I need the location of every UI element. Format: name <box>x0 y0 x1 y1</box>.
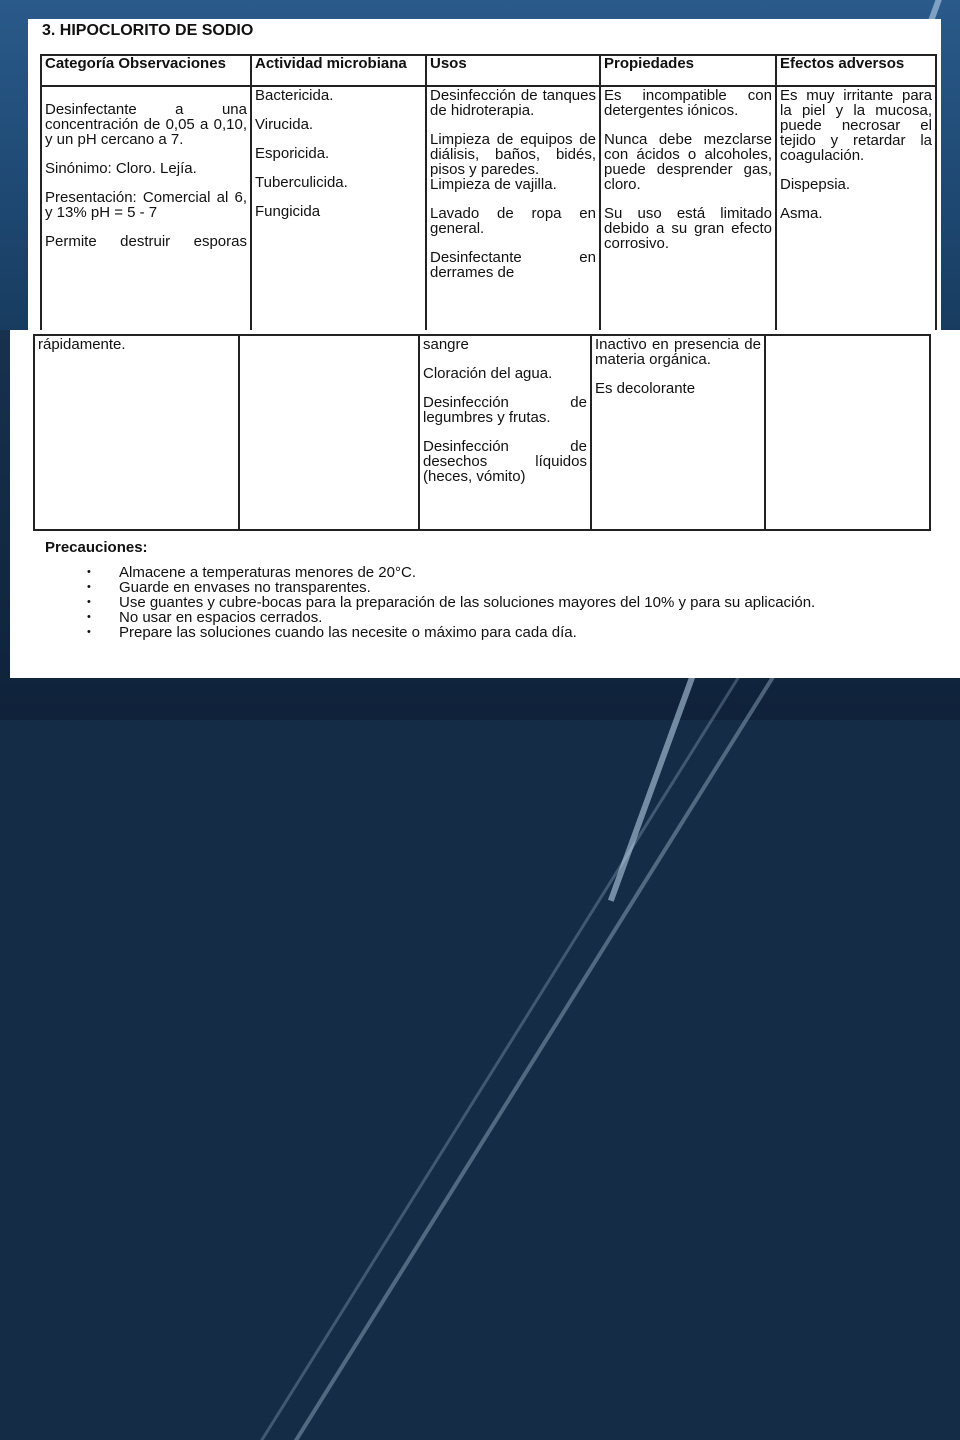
propiedades-item: Su uso está limitado debido a su gran efecto corrosivo. <box>604 205 772 252</box>
categoria-paragraph: Sinónimo: Cloro. Lejía. <box>45 160 197 177</box>
bullet-icon: • <box>87 626 91 638</box>
propiedades-item: Nunca debe mezclarse con ácidos o alcoholes, puede desprender gas, cloro. <box>604 131 772 193</box>
actividad-item: Bactericida. <box>255 87 334 104</box>
usos-item: Desinfección de legumbres y frutas. <box>423 394 587 426</box>
table-header-row <box>41 55 936 86</box>
actividad-item: Virucida. <box>255 116 314 133</box>
precaution-text: Use guantes y cubre-bocas para la preparación de las soluciones mayores del 10% y para su aplicación. <box>119 594 816 611</box>
precautions-list <box>45 565 955 640</box>
list-item <box>85 595 955 610</box>
precaution-text: Almacene a temperaturas menores de 20°C. <box>119 564 416 581</box>
propiedades-item: Es decolorante <box>595 380 696 397</box>
disinfectant-table-top <box>40 54 937 330</box>
document-page-top <box>28 19 941 330</box>
usos-item: Desinfección de desechos líquidos (heces, vómito) <box>423 438 587 485</box>
usos-item: sangre <box>423 336 469 353</box>
bullet-icon: • <box>87 581 91 593</box>
categoria-paragraph: rápidamente. <box>38 336 126 353</box>
usos-item: Cloración del agua. <box>423 365 553 382</box>
categoria-paragraph: Desinfectante a una concentración de 0,05 a 0,10, y un pH cercano a 7. <box>45 101 247 148</box>
usos-item: Desinfección de tanques de hidroterapia. <box>430 87 596 119</box>
categoria-paragraph: Permite destruir esporas <box>45 233 247 250</box>
cell-categoria <box>41 86 251 330</box>
precaution-text: No usar en espacios cerrados. <box>119 609 323 626</box>
cell-usos <box>426 86 600 330</box>
cell-efectos <box>776 86 936 330</box>
actividad-item: Tuberculicida. <box>255 174 348 191</box>
list-item <box>85 565 955 580</box>
efectos-item: Asma. <box>780 205 823 222</box>
precautions-title: Precauciones: <box>45 539 148 556</box>
list-item <box>85 580 955 595</box>
cell-usos-cont <box>419 335 591 530</box>
bullet-icon: • <box>87 611 91 623</box>
header-efectos: Efectos adversos <box>776 55 936 86</box>
usos-item: Desinfectante en derrames de <box>430 249 596 281</box>
list-item <box>85 610 955 625</box>
disinfectant-table-bottom <box>33 334 931 531</box>
cell-propiedades <box>600 86 776 330</box>
header-usos: Usos <box>426 55 600 86</box>
bullet-icon: • <box>87 596 91 608</box>
cell-actividad <box>251 86 426 330</box>
propiedades-item: Inactivo en presencia de materia orgánica. <box>595 336 761 368</box>
header-propiedades: Propiedades <box>600 55 776 86</box>
categoria-paragraph: Presentación: Comercial al 6, y 13% pH = 5 - 7 <box>45 189 247 221</box>
document-page-bottom <box>10 330 960 678</box>
usos-item: Limpieza de vajilla. <box>430 176 557 193</box>
precautions-section <box>45 540 955 640</box>
actividad-item: Esporicida. <box>255 145 330 162</box>
usos-item: Limpieza de equipos de diálisis, baños, bidés, pisos y paredes. <box>430 131 596 178</box>
list-item <box>85 625 955 640</box>
propiedades-item: Es incompatible con detergentes iónicos. <box>604 87 772 119</box>
efectos-item: Dispepsia. <box>780 176 851 193</box>
decorative-stripe <box>230 640 762 1440</box>
table-row <box>34 335 930 530</box>
precaution-text: Guarde en envases no transparentes. <box>119 579 371 596</box>
cell-efectos-cont <box>765 335 930 530</box>
usos-item: Lavado de ropa en general. <box>430 205 596 237</box>
actividad-item: Fungicida <box>255 203 321 220</box>
cell-categoria-cont <box>34 335 239 530</box>
document-title: 3. HIPOCLORITO DE SODIO <box>42 22 254 39</box>
cell-propiedades-cont <box>591 335 765 530</box>
header-actividad: Actividad microbiana <box>251 55 426 86</box>
header-categoria: Categoría Observaciones <box>41 55 251 86</box>
cell-actividad-cont <box>239 335 419 530</box>
decorative-stripe <box>270 630 803 1440</box>
precaution-text: Prepare las soluciones cuando las necesite o máximo para cada día. <box>119 624 577 641</box>
bullet-icon: • <box>87 566 91 578</box>
efectos-item: Es muy irritante para la piel y la mucosa, puede necrosar el tejido y retardar la coagulación. <box>780 87 932 164</box>
table-row <box>41 86 936 330</box>
